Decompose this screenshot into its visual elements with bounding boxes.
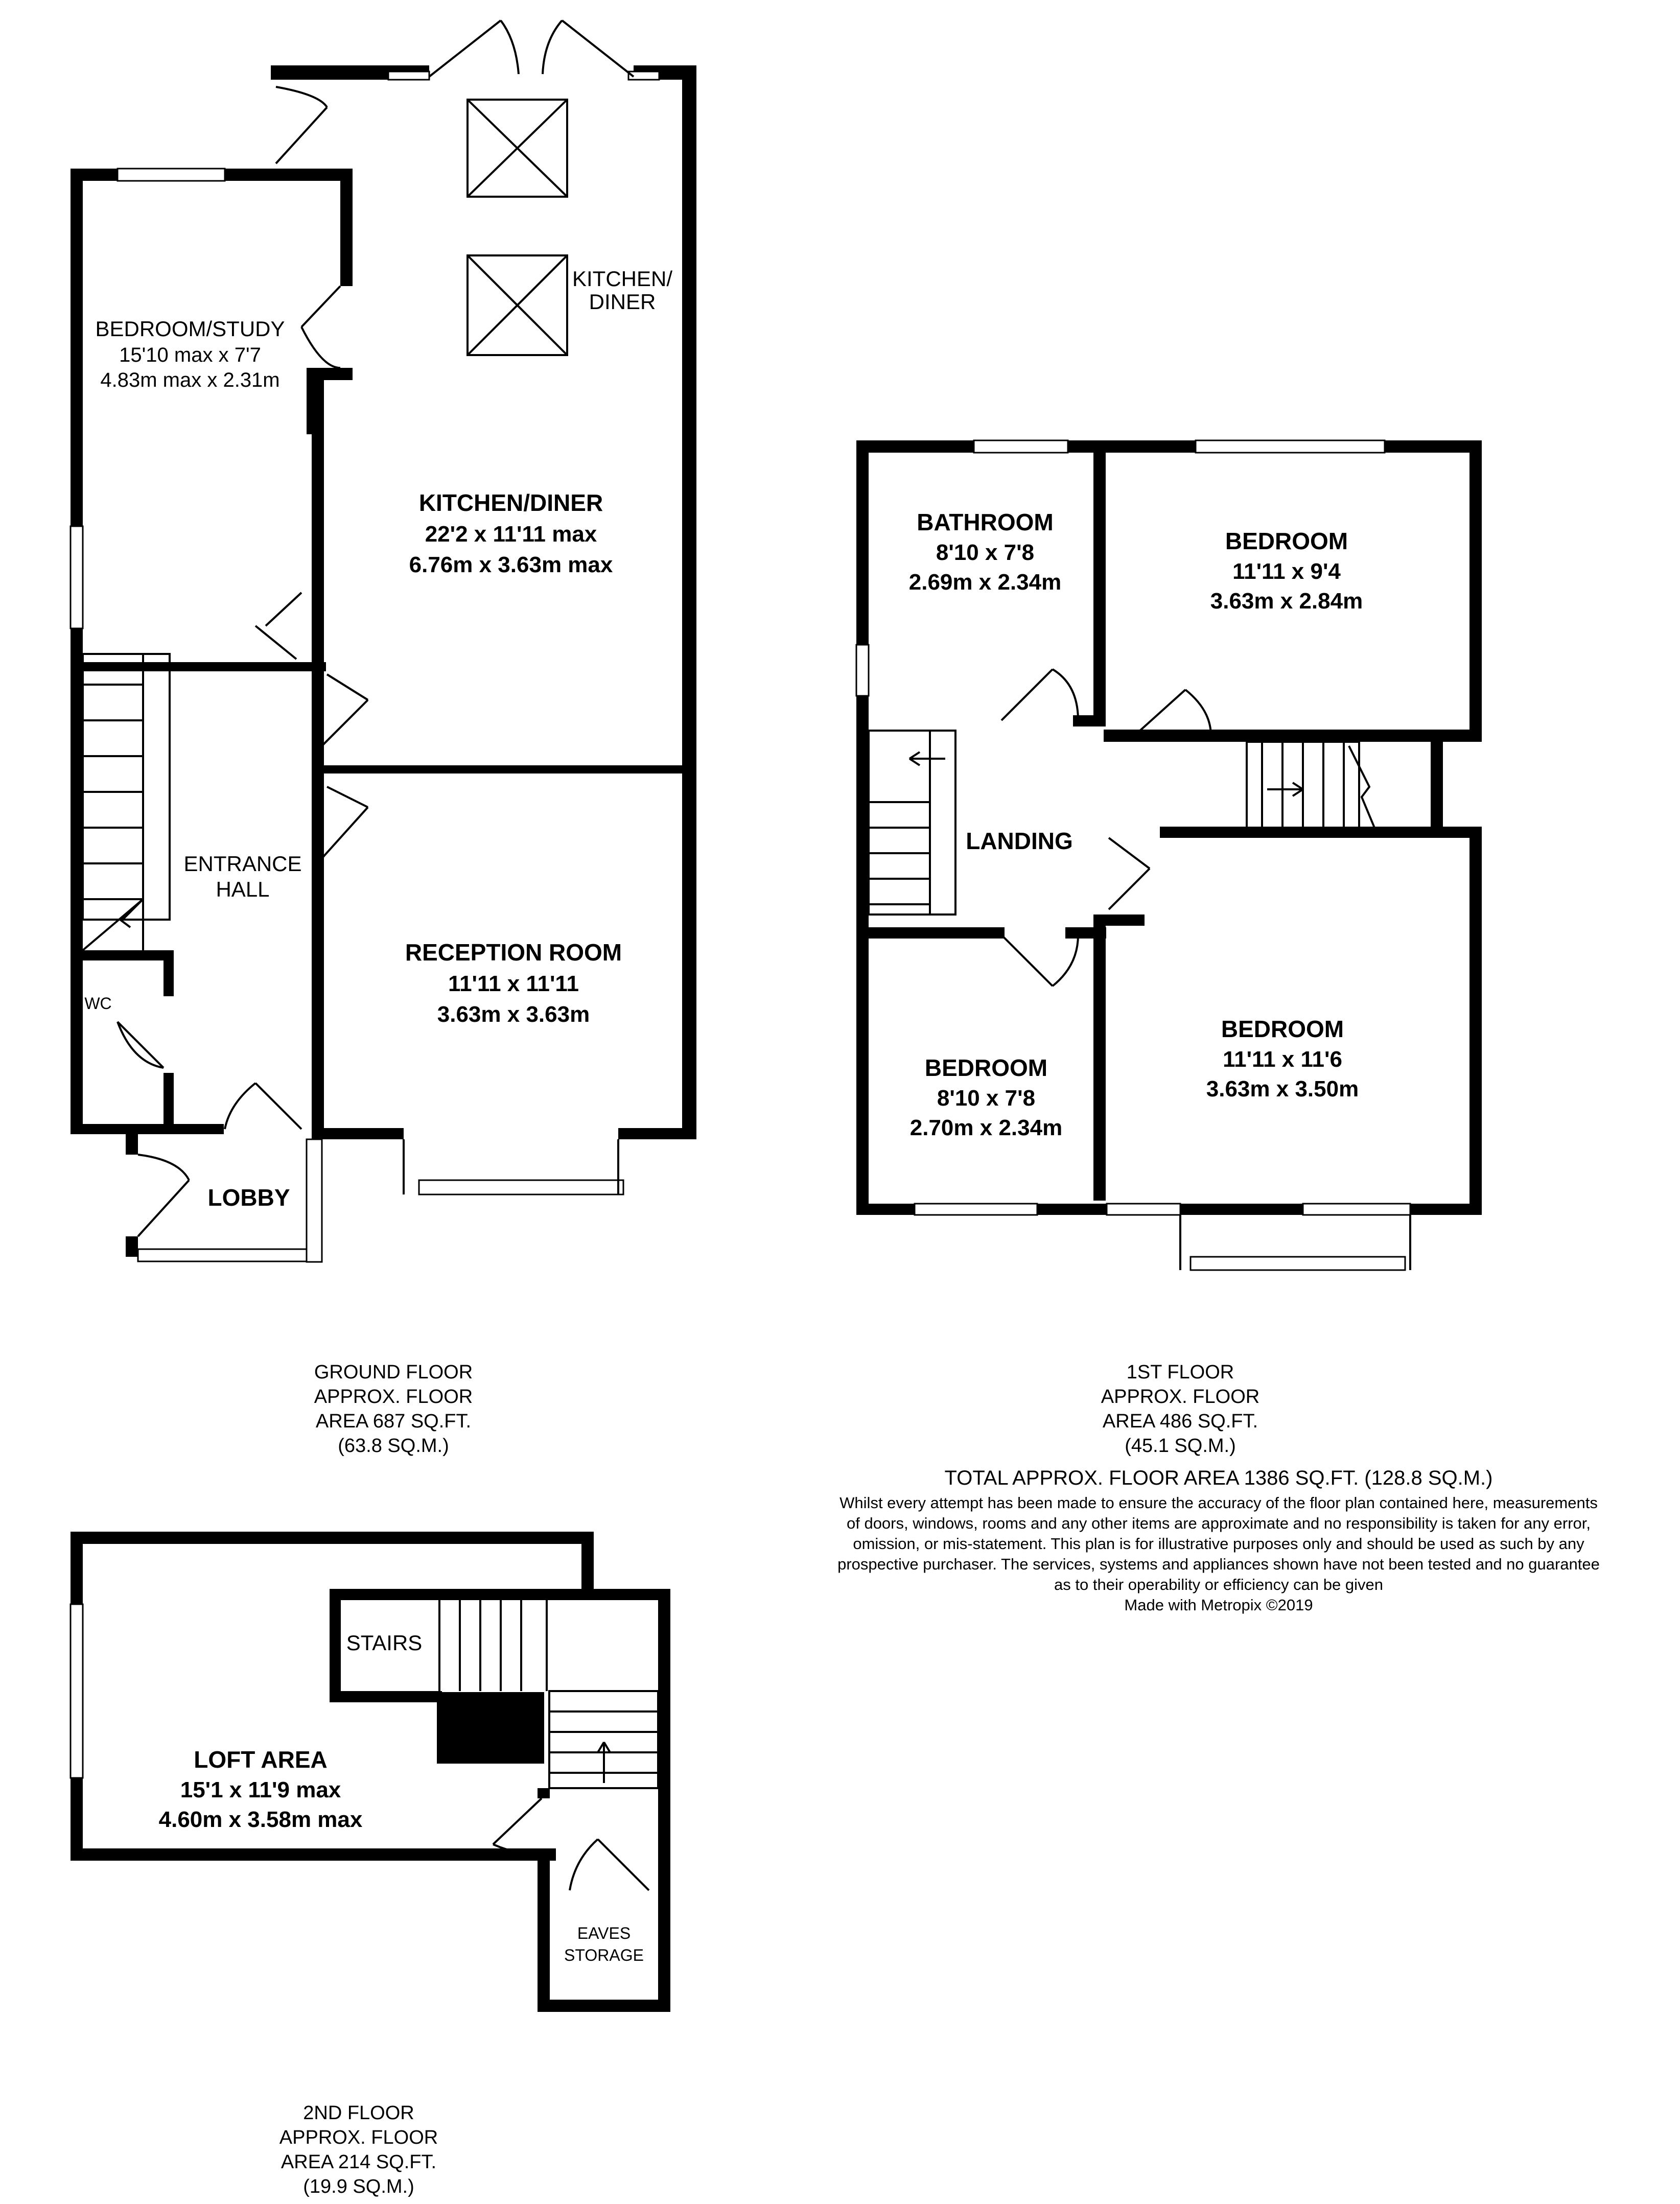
- disclaimer-line1: Whilst every attempt has been made to ensure the accuracy of the floor plan contained here, measurements: [839, 1494, 1598, 1512]
- bedroom-small-dim-imperial: 8'10 x 7'8: [937, 1086, 1036, 1111]
- ground-floor-doors: [83, 20, 634, 1236]
- ground-floor-labels: [84, 267, 672, 1211]
- ground-floor-walls: [71, 65, 696, 1257]
- bathroom-dim-metric: 2.69m x 2.34m: [908, 570, 1062, 595]
- reception-room-name: RECEPTION ROOM: [405, 939, 622, 966]
- bedroom-study-name: BEDROOM/STUDY: [95, 317, 285, 341]
- bedroom-rear-name: BEDROOM: [1225, 528, 1348, 554]
- bedroom-front-name: BEDROOM: [1221, 1016, 1344, 1042]
- bathroom-name: BATHROOM: [917, 509, 1054, 535]
- kitchen-diner-upper-line2: DINER: [589, 290, 656, 314]
- second-floor-caption-line1: 2ND FLOOR: [303, 2102, 414, 2124]
- ground-floor-caption-line1: GROUND FLOOR: [314, 1362, 473, 1383]
- ground-floor-caption-line2: APPROX. FLOOR: [314, 1386, 473, 1408]
- bedroom-small-name: BEDROOM: [924, 1054, 1048, 1081]
- lobby-name: LOBBY: [207, 1184, 290, 1211]
- bedroom-small-dim-metric: 2.70m x 2.34m: [909, 1115, 1063, 1140]
- first-floor-caption-line1: 1ST FLOOR: [1126, 1362, 1234, 1383]
- disclaimer-line3: omission, or mis-statement. This plan is for illustrative purposes only and should be used as such by any: [853, 1535, 1584, 1553]
- disclaimer-line6: Made with Metropix ©2019: [1124, 1596, 1313, 1614]
- bedroom-rear-dim-imperial: 11'11 x 9'4: [1232, 559, 1341, 584]
- ground-floor-caption: [314, 1362, 473, 1457]
- ground-floor: [71, 20, 696, 1457]
- bedroom-front-dim-metric: 3.63m x 3.50m: [1206, 1076, 1359, 1101]
- kitchen-diner-dim-metric: 6.76m x 3.63m max: [409, 552, 613, 577]
- disclaimer-line4: prospective purchaser. The services, systems and appliances shown have not been tested and no guarantee: [837, 1555, 1600, 1573]
- second-floor-caption-line2: APPROX. FLOOR: [279, 2127, 438, 2148]
- bathroom-dim-imperial: 8'10 x 7'8: [936, 540, 1035, 565]
- reception-room-dim-imperial: 11'11 x 11'11: [448, 971, 579, 996]
- entrance-hall-line2: HALL: [216, 877, 270, 901]
- ground-floor-caption-line3: AREA 687 SQ.FT.: [315, 1411, 472, 1432]
- disclaimer-line5: as to their operability or efficiency can be given: [1054, 1576, 1383, 1593]
- ground-floor-caption-line4: (63.8 SQ.M.): [338, 1435, 449, 1457]
- landing-name: LANDING: [966, 828, 1073, 854]
- second-floor-labels: [159, 1631, 644, 1964]
- loft-area-dim-imperial: 15'1 x 11'9 max: [180, 1777, 341, 1802]
- reception-room-dim-metric: 3.63m x 3.63m: [437, 1002, 590, 1027]
- totals-block: [837, 1467, 1600, 1614]
- first-floor: [856, 440, 1482, 1457]
- first-floor-labels: [909, 509, 1363, 1140]
- bedroom-front-dim-imperial: 11'11 x 11'6: [1223, 1047, 1342, 1072]
- first-floor-caption-line3: AREA 486 SQ.FT.: [1102, 1411, 1258, 1432]
- loft-area-name: LOFT AREA: [194, 1746, 328, 1773]
- first-floor-caption-line2: APPROX. FLOOR: [1101, 1386, 1260, 1408]
- eaves-storage-line1: EAVES: [577, 1924, 631, 1942]
- first-floor-caption: [1101, 1362, 1259, 1457]
- second-floor-caption-line3: AREA 214 SQ.FT.: [281, 2151, 437, 2173]
- first-floor-caption-line4: (45.1 SQ.M.): [1125, 1435, 1236, 1457]
- second-floor: [71, 1532, 670, 2197]
- eaves-storage-line2: STORAGE: [564, 1946, 644, 1964]
- bedroom-study-dim-metric: 4.83m max x 2.31m: [100, 369, 280, 391]
- second-floor-windows: [71, 1604, 83, 1778]
- loft-area-dim-metric: 4.60m x 3.58m max: [158, 1807, 363, 1832]
- second-floor-caption-line4: (19.9 SQ.M.): [303, 2176, 414, 2197]
- second-floor-caption: [279, 2102, 438, 2197]
- wc-name: WC: [84, 994, 112, 1013]
- bedroom-rear-dim-metric: 3.63m x 2.84m: [1210, 589, 1363, 614]
- bedroom-study-dim-imperial: 15'10 max x 7'7: [119, 344, 261, 366]
- entrance-hall-line1: ENTRANCE: [183, 852, 302, 876]
- kitchen-diner-name: KITCHEN/DINER: [418, 489, 603, 516]
- kitchen-diner-upper-line1: KITCHEN/: [572, 267, 673, 291]
- disclaimer-line2: of doors, windows, rooms and any other items are approximate and no responsibility is taken for any error,: [846, 1514, 1591, 1532]
- stairs-name: STAIRS: [346, 1631, 423, 1655]
- kitchen-diner-dim-imperial: 22'2 x 11'11 max: [425, 522, 597, 547]
- total-floor-area: TOTAL APPROX. FLOOR AREA 1386 SQ.FT. (128.8 SQ.M.): [944, 1467, 1493, 1489]
